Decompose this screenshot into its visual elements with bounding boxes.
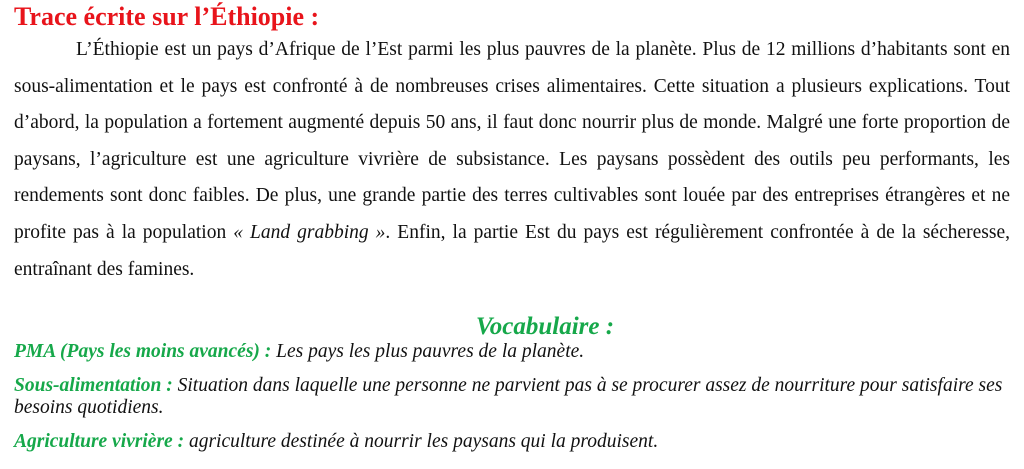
vocabulary-entry-pma [14, 341, 1010, 363]
paragraph-text-part-1: L’Éthiopie est un pays d’Afrique de l’Est parmi les plus pauvres de la planète. Plus de 12 millions d’habitants sont en sous-alimentation et le pays est confronté à de nombreuses crises alimentaires. Cette situation a plusieurs explications. Tout d’abord, la population a fortement augmenté depuis 50 ans, il faut donc nourrir plus de monde. Malgré une forte proportion de paysans, l’agriculture est une agriculture vivrière de subsistance. Les paysans possèdent des outils peu performants, les rendements sont donc faibles. De plus, une grande partie des terres cultivables sont louée par des entreprises étrangères et ne profite pas à la population [14, 39, 1010, 243]
vocabulary-entry-agriculture-vivriere [14, 431, 1010, 453]
vocabulary-list [14, 341, 1010, 465]
vocabulary-term: Agriculture vivrière : [14, 431, 185, 452]
main-paragraph [14, 32, 1010, 288]
vocabulary-term: PMA (Pays les moins avancés) : [14, 341, 272, 362]
paragraph-text-part-2: . Enfin, la partie Est du pays est régulièrement confrontée à de la sécheresse, entraînant des famines. [14, 221, 1010, 280]
vocabulary-definition: Les pays les plus pauvres de la planète. [276, 341, 585, 362]
vocabulary-heading: Vocabulaire : [475, 313, 615, 340]
vocabulary-entry-sous-alimentation [14, 375, 1010, 419]
vocabulary-definition: Situation dans laquelle une personne ne parvient pas à se procurer assez de nourriture pour satisfaire ses besoins quotidiens. [14, 375, 1003, 418]
vocabulary-definition: agriculture destinée à nourrir les paysans qui la produisent. [188, 431, 659, 452]
vocabulary-term: Sous-alimentation : [14, 375, 173, 396]
page-title: Trace écrite sur l’Éthiopie : [14, 2, 320, 31]
paragraph-italic-term: « Land grabbing » [233, 221, 386, 243]
